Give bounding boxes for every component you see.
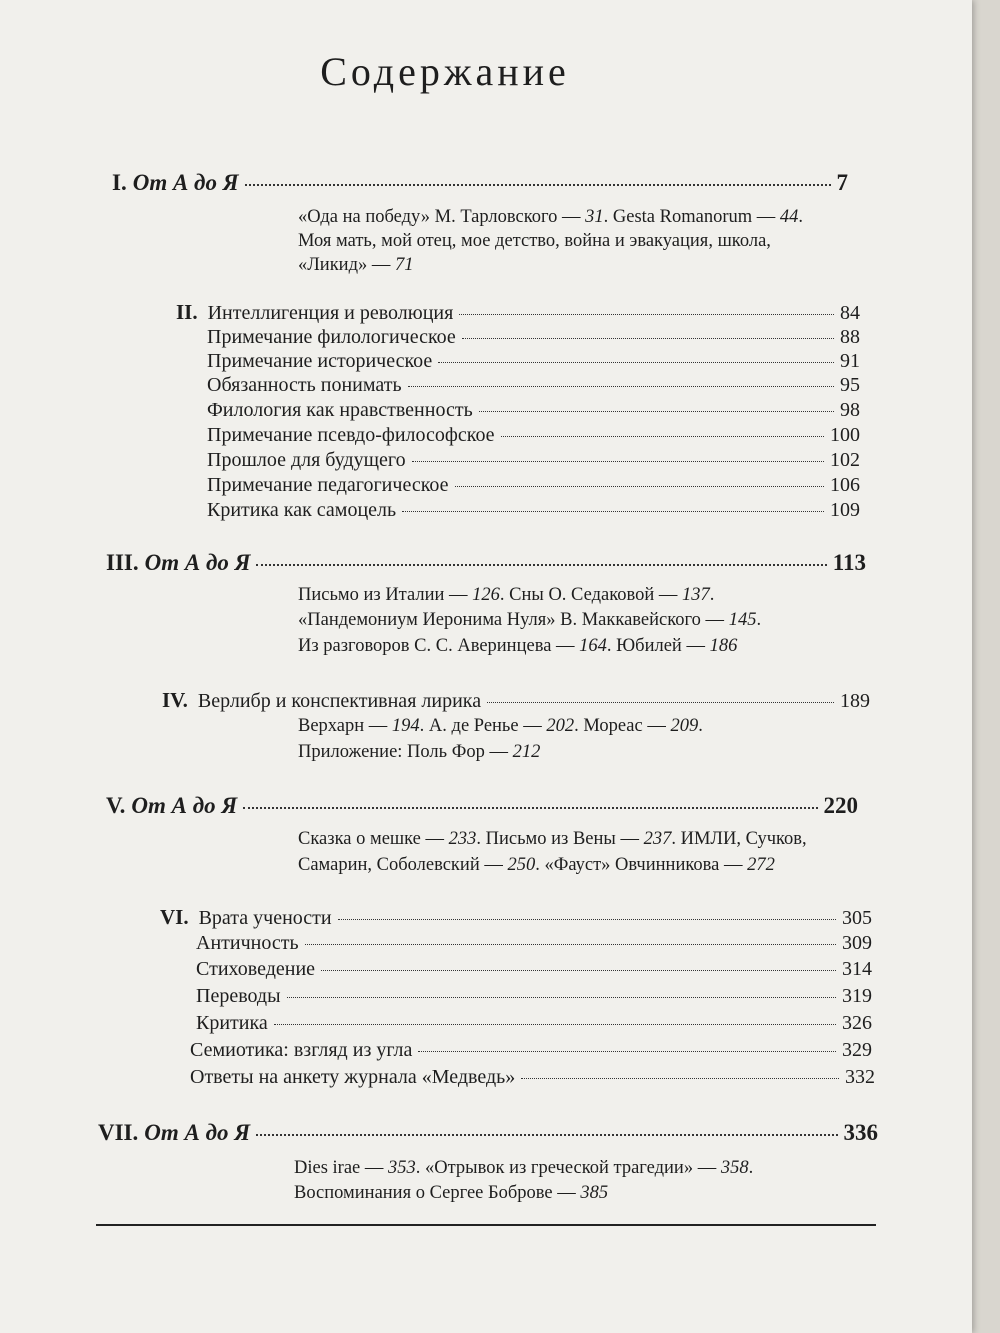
chapter-numeral: VII. xyxy=(98,1120,139,1145)
toc-entry: Критика 326 xyxy=(196,1012,872,1034)
chapter-page: 7 xyxy=(836,170,848,195)
chapter-page: 113 xyxy=(832,550,866,575)
chapter-title: От А до Я xyxy=(144,1120,251,1145)
toc-entry: Примечание педагогическое 106 xyxy=(207,474,860,496)
toc-chapter-2 xyxy=(176,300,860,325)
chapter-1-line-3: «Ликид» — 71 xyxy=(298,255,414,275)
toc-entry: Ответы на анкету журнала «Медведь» 332 xyxy=(190,1066,875,1088)
dot-leader xyxy=(256,1133,837,1136)
toc-entry: Примечание псевдо-философское 100 xyxy=(207,424,860,446)
chapter-3-line-1: Письмо из Италии — 126. Сны О. Седаковой — 137. xyxy=(298,585,715,605)
chapter-5-line-1: Сказка о мешке — 233. Письмо из Вены — 237. ИМЛИ, Сучков, xyxy=(298,829,807,849)
chapter-page: 220 xyxy=(823,793,858,818)
chapter-4-line-2: Приложение: Поль Фор — 212 xyxy=(298,742,541,762)
chapter-5-line-2: Самарин, Соболевский — 250. «Фауст» Овчинникова — 272 xyxy=(298,855,775,875)
toc-entry: Прошлое для будущего 102 xyxy=(207,449,860,471)
toc-entry: Стиховедение 314 xyxy=(196,958,872,980)
toc-entry: Античность 309 xyxy=(196,932,872,954)
toc-chapter-1 xyxy=(112,170,848,196)
chapter-numeral: II. xyxy=(176,300,198,324)
chapter-page: 189 xyxy=(840,690,870,712)
chapter-1-line-1: «Ода на победу» М. Тарловского — 31. Gesta Romanorum — 44. xyxy=(298,207,804,227)
chapter-7-line-2: Воспоминания о Сергее Боброве — 385 xyxy=(294,1183,609,1203)
chapter-title: От А до Я xyxy=(132,170,239,195)
chapter-7-line-1: Dies irae — 353. «Отрывок из греческой трагедии» — 358. xyxy=(294,1158,754,1178)
chapter-page: 305 xyxy=(842,907,872,929)
toc-entry: Филология как нравственность 98 xyxy=(207,399,860,421)
toc-chapter-7 xyxy=(98,1120,878,1146)
dot-leader xyxy=(338,918,836,920)
toc-chapter-4 xyxy=(162,688,870,713)
toc-chapter-5 xyxy=(106,793,858,819)
bottom-rule xyxy=(96,1224,876,1226)
chapter-page: 336 xyxy=(843,1120,878,1145)
toc-entry: Переводы 319 xyxy=(196,985,872,1007)
dot-leader xyxy=(487,701,834,703)
chapter-numeral: III. xyxy=(106,550,139,575)
toc-chapter-3 xyxy=(106,550,866,576)
chapter-title: Интеллигенция и революция xyxy=(207,302,454,324)
toc-entry: Обязанность понимать 95 xyxy=(207,374,860,396)
chapter-1-line-2: Моя мать, мой отец, мое детство, война и эвакуация, школа, xyxy=(298,231,771,251)
chapter-page: 84 xyxy=(840,302,860,324)
chapter-title: Верлибр и конспективная лирика xyxy=(197,690,482,712)
chapter-title: От А до Я xyxy=(131,793,238,818)
chapter-numeral: I. xyxy=(112,170,127,195)
toc-entry: Семиотика: взгляд из угла 329 xyxy=(190,1039,872,1061)
chapter-3-line-2: «Пандемониум Иеронима Нуля» В. Маккавейского — 145. xyxy=(298,610,762,630)
toc-entry: Критика как самоцель 109 xyxy=(207,499,860,521)
toc-entry: Примечание филологическое 88 xyxy=(207,326,860,348)
dot-leader xyxy=(459,313,834,315)
chapter-title: Врата учености xyxy=(198,907,332,929)
chapter-3-line-3: Из разговоров С. С. Аверинцева — 164. Юбилей — 186 xyxy=(298,636,738,656)
chapter-4-line-1: Верхарн — 194. А. де Ренье — 202. Мореас — 209. xyxy=(298,716,703,736)
chapter-numeral: VI. xyxy=(160,905,189,929)
chapter-numeral: IV. xyxy=(162,688,188,712)
toc-entry: Примечание историческое 91 xyxy=(207,350,860,372)
chapter-numeral: V. xyxy=(106,793,126,818)
dot-leader xyxy=(256,563,826,566)
toc-chapter-6 xyxy=(160,905,872,930)
chapter-title: От А до Я xyxy=(144,550,251,575)
page-title: Содержание xyxy=(320,49,570,94)
dot-leader xyxy=(243,806,817,809)
dot-leader xyxy=(245,183,831,186)
